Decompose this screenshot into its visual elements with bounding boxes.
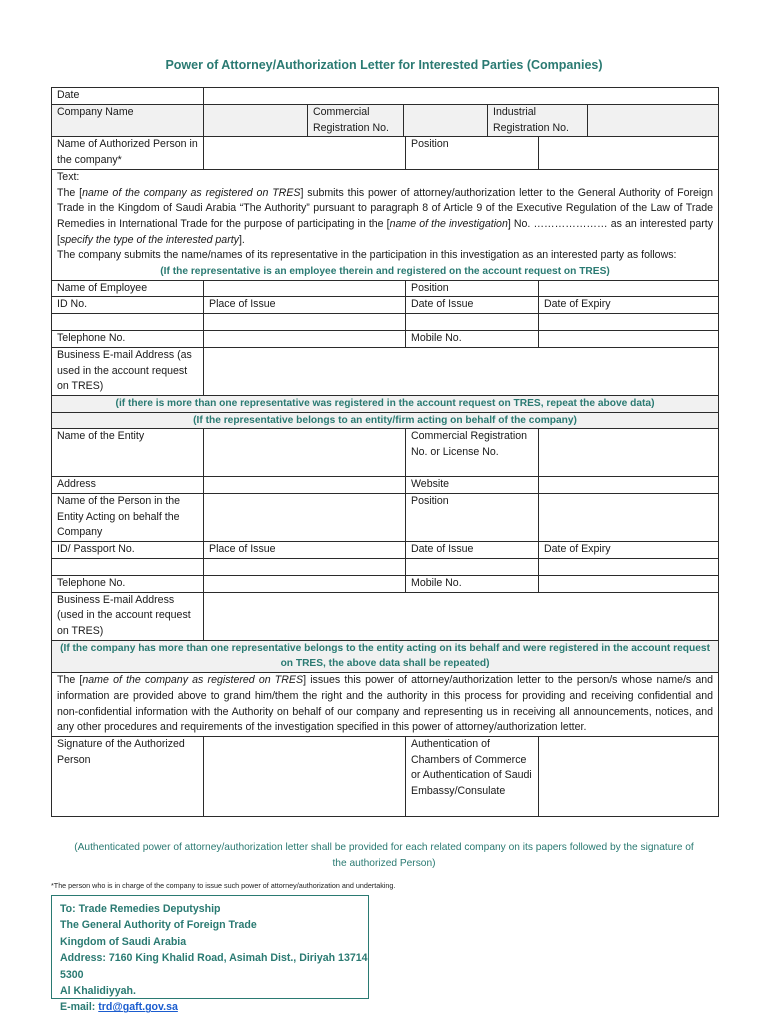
entity-person-field[interactable] bbox=[204, 494, 406, 542]
position-field[interactable] bbox=[539, 137, 719, 169]
passport-label: ID/ Passport No. bbox=[52, 542, 204, 559]
paragraph-1: The [name of the company as registered on TRES] submits this power of attorney/authorization letter to the General Authority of Foreign Trade in the Kingdom of Saudi Arabia “The Authority” pursuant to paragraph 8 of Article 9 of the Executive Regulation of the Law of Trade Remedies in International Trade for the purpose of participating in the [name of the investigation] No. ………………… as an interested party [specify the type of the interested party]. bbox=[57, 186, 714, 246]
text-heading: Text: bbox=[57, 170, 80, 183]
address-line-1: To: Trade Remedies Deputyship bbox=[60, 903, 221, 915]
entity-place-of-issue-field[interactable] bbox=[204, 558, 406, 575]
authenticated-note: (Authenticated power of attorney/authorization letter shall be provided for each related company on its papers followed by the signature of the authorized Person) bbox=[74, 842, 694, 869]
signature-field[interactable] bbox=[204, 736, 406, 816]
position-label: Position bbox=[406, 137, 539, 169]
place-of-issue-label: Place of Issue bbox=[204, 297, 406, 314]
entity-date-of-issue-label: Date of Issue bbox=[406, 542, 539, 559]
date-of-issue-label: Date of Issue bbox=[406, 297, 539, 314]
address-line-4: Address: 7160 King Khalid Road, Asimah Dist., Diriyah 13714 5300 bbox=[60, 952, 368, 981]
mobile-field[interactable] bbox=[539, 331, 719, 348]
website-field[interactable] bbox=[539, 477, 719, 494]
entity-email-field[interactable] bbox=[204, 592, 719, 640]
telephone-label: Telephone No. bbox=[52, 331, 204, 348]
entity-person-label: Name of the Person in the Entity Acting on behalf the Company bbox=[52, 494, 204, 542]
employee-note: (If the representative is an employee therein and registered on the account request on TRES) bbox=[160, 266, 610, 278]
address-line-3: Kingdom of Saudi Arabia bbox=[60, 935, 187, 948]
paragraph-1b: The company submits the name/names of its representative in the participation in this investigation as an interested party as follows: bbox=[57, 249, 677, 262]
authorized-person-field[interactable] bbox=[204, 137, 406, 169]
entity-note: (If the representative belongs to an entity/firm acting on behalf of the company) bbox=[52, 412, 719, 429]
paragraph-2: The [name of the company as registered on TRES] issues this power of attorney/authorization letter to the person/s whose name/s and information are provided above to grand him/them the right and the authority in this process for providing and receiving confidential and non-confidential information with the Authority on behalf of our company and representing us in receiving all announcements, notices, and any other procedures and requirements of the investigation specified in this power of attorney/authorization letter. bbox=[52, 673, 719, 737]
address-label: Address bbox=[52, 477, 204, 494]
date-of-expiry-label: Date of Expiry bbox=[539, 297, 719, 314]
address-line-5: Al Khalidiyyah. bbox=[60, 985, 136, 998]
employee-position-label: Position bbox=[406, 280, 539, 297]
email-label: E-mail: bbox=[60, 1001, 99, 1014]
date-label: Date bbox=[52, 88, 204, 105]
address-field[interactable] bbox=[204, 477, 406, 494]
address-line-2: The General Authority of Foreign Trade bbox=[60, 919, 257, 932]
entity-email-label: Business E-mail Address (used in the account request on TRES) bbox=[52, 592, 204, 640]
entity-telephone-label: Telephone No. bbox=[52, 575, 204, 592]
mobile-label: Mobile No. bbox=[406, 331, 539, 348]
telephone-field[interactable] bbox=[204, 331, 406, 348]
entity-reg-field[interactable] bbox=[539, 429, 719, 477]
entity-position-field[interactable] bbox=[539, 494, 719, 542]
entity-name-field[interactable] bbox=[204, 429, 406, 477]
authentication-field[interactable] bbox=[539, 736, 719, 816]
page-title: Power of Attorney/Authorization Letter for Interested Parties (Companies) bbox=[165, 58, 603, 72]
address-box bbox=[51, 895, 369, 1014]
email-line bbox=[60, 999, 368, 1015]
date-of-issue-field[interactable] bbox=[406, 314, 539, 331]
industrial-reg-field[interactable] bbox=[588, 105, 719, 137]
entity-date-of-expiry-label: Date of Expiry bbox=[539, 542, 719, 559]
authorization-form bbox=[51, 87, 719, 817]
company-name-field[interactable] bbox=[204, 105, 308, 137]
entity-date-of-issue-field[interactable] bbox=[406, 558, 539, 575]
signature-label: Signature of the Authorized Person bbox=[52, 736, 204, 816]
entity-mobile-field[interactable] bbox=[539, 575, 719, 592]
business-email-label: Business E-mail Address (as used in the account request on TRES) bbox=[52, 347, 204, 395]
id-no-label: ID No. bbox=[52, 297, 204, 314]
entity-mobile-label: Mobile No. bbox=[406, 575, 539, 592]
passport-field[interactable] bbox=[52, 558, 204, 575]
date-of-expiry-field[interactable] bbox=[539, 314, 719, 331]
authorized-person-label: Name of Authorized Person in the company* bbox=[52, 137, 204, 169]
entity-place-of-issue-label: Place of Issue bbox=[204, 542, 406, 559]
employee-name-field[interactable] bbox=[204, 280, 406, 297]
entity-telephone-field[interactable] bbox=[204, 575, 406, 592]
date-field[interactable] bbox=[204, 88, 719, 105]
commercial-reg-field[interactable] bbox=[404, 105, 488, 137]
repeat-entity-note: (If the company has more than one representative belongs to the entity acting on its behalf and were registered in the account request on TRES, the above data shall be repeated) bbox=[52, 640, 719, 672]
place-of-issue-field[interactable] bbox=[204, 314, 406, 331]
text-block bbox=[52, 169, 719, 280]
industrial-reg-label: Industrial Registration No. bbox=[488, 105, 588, 137]
id-no-field[interactable] bbox=[52, 314, 204, 331]
commercial-reg-label: Commercial Registration No. bbox=[308, 105, 404, 137]
company-name-label: Company Name bbox=[52, 105, 204, 137]
footnote: *The person who is in charge of the company to issue such power of attorney/authorization and undertaking. bbox=[51, 881, 396, 890]
employee-position-field[interactable] bbox=[539, 280, 719, 297]
business-email-field[interactable] bbox=[204, 347, 719, 395]
entity-name-label: Name of the Entity bbox=[52, 429, 204, 477]
entity-date-of-expiry-field[interactable] bbox=[539, 558, 719, 575]
website-label: Website bbox=[406, 477, 539, 494]
authentication-label: Authentication of Chambers of Commerce or Authentication of Saudi Embassy/Consulate bbox=[406, 736, 539, 816]
entity-position-label: Position bbox=[406, 494, 539, 542]
repeat-employee-note: (if there is more than one representative was registered in the account request on TRES, repeat the above data) bbox=[52, 395, 719, 412]
entity-reg-label: Commercial Registration No. or License No. bbox=[406, 429, 539, 477]
email-link[interactable]: trd@gaft.gov.sa bbox=[98, 1001, 178, 1014]
employee-name-label: Name of Employee bbox=[52, 280, 204, 297]
